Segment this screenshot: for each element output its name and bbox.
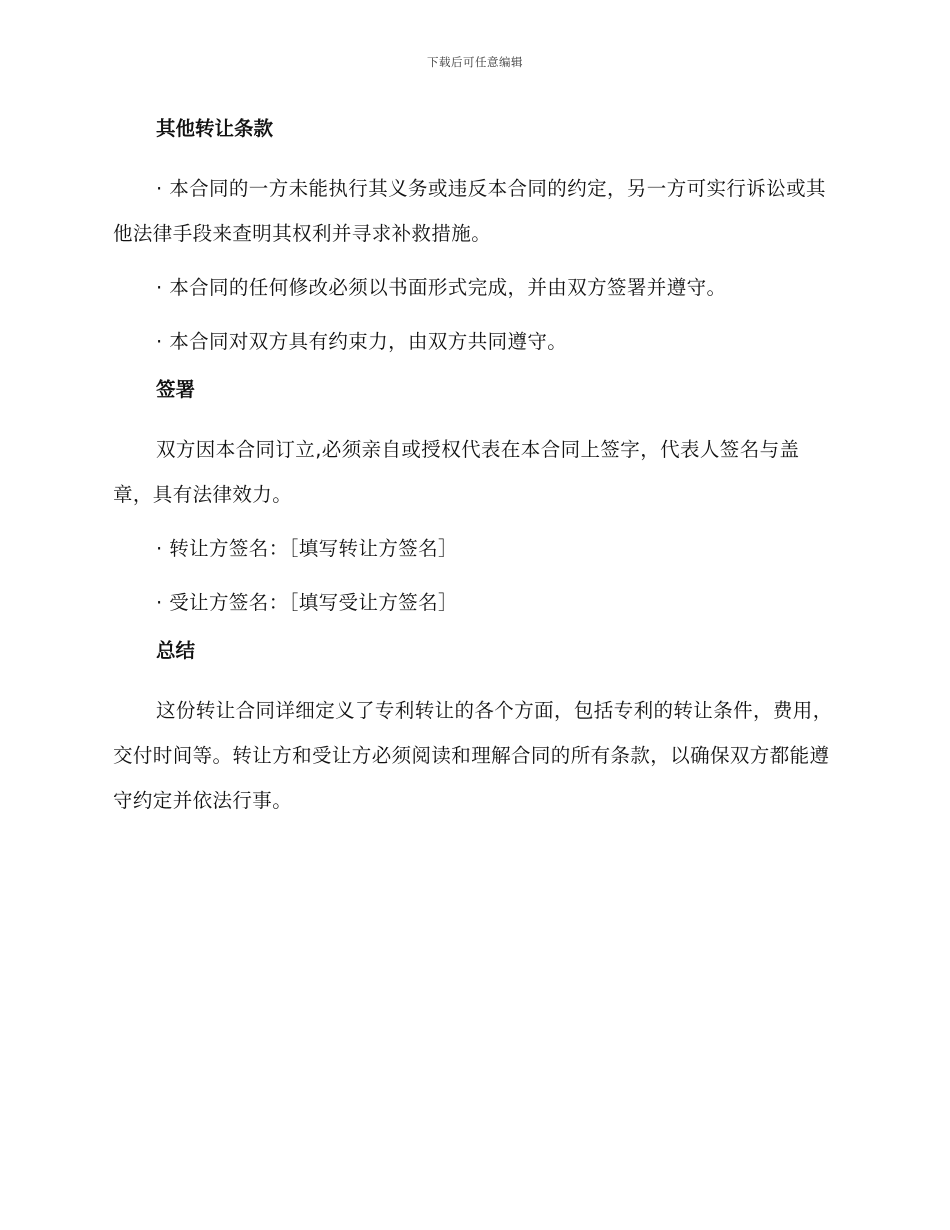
other-terms-item-2: · 本合同的任何修改必须以书面形式完成，并由双方签署并遵守。: [156, 276, 727, 299]
other-terms-item-3: · 本合同对双方具有约束力，由双方共同遵守。: [156, 330, 568, 353]
document-body: [113, 112, 838, 823]
summary-body: 这份转让合同详细定义了专利转让的各个方面，包括专利的转让条件，费用，交付时间等。转让方和受让方必须阅读和理解合同的所有条款，以确保双方都能遵守约定并依法行事。: [113, 699, 833, 812]
signing-item-transferor: · 转让方签名：［填写转让方签名］: [156, 537, 458, 560]
signing-body: 双方因本合同订立,必须亲自或授权代表在本合同上签字，代表人签名与盖章，具有法律效力。: [113, 438, 800, 506]
signing-item-transferee: · 受让方签名：［填写受让方签名］: [156, 591, 458, 614]
page-header-note: 下载后可任意编辑: [427, 55, 523, 69]
section-title-other-terms: 其他转让条款: [156, 117, 274, 140]
section-title-summary: 总结: [156, 639, 196, 662]
section-title-signing: 签署: [156, 378, 196, 401]
other-terms-item-1: · 本合同的一方未能执行其义务或违反本合同的约定，另一方可实行诉讼或其他法律手段来查明其权利并寻求补救措施。: [113, 177, 826, 245]
